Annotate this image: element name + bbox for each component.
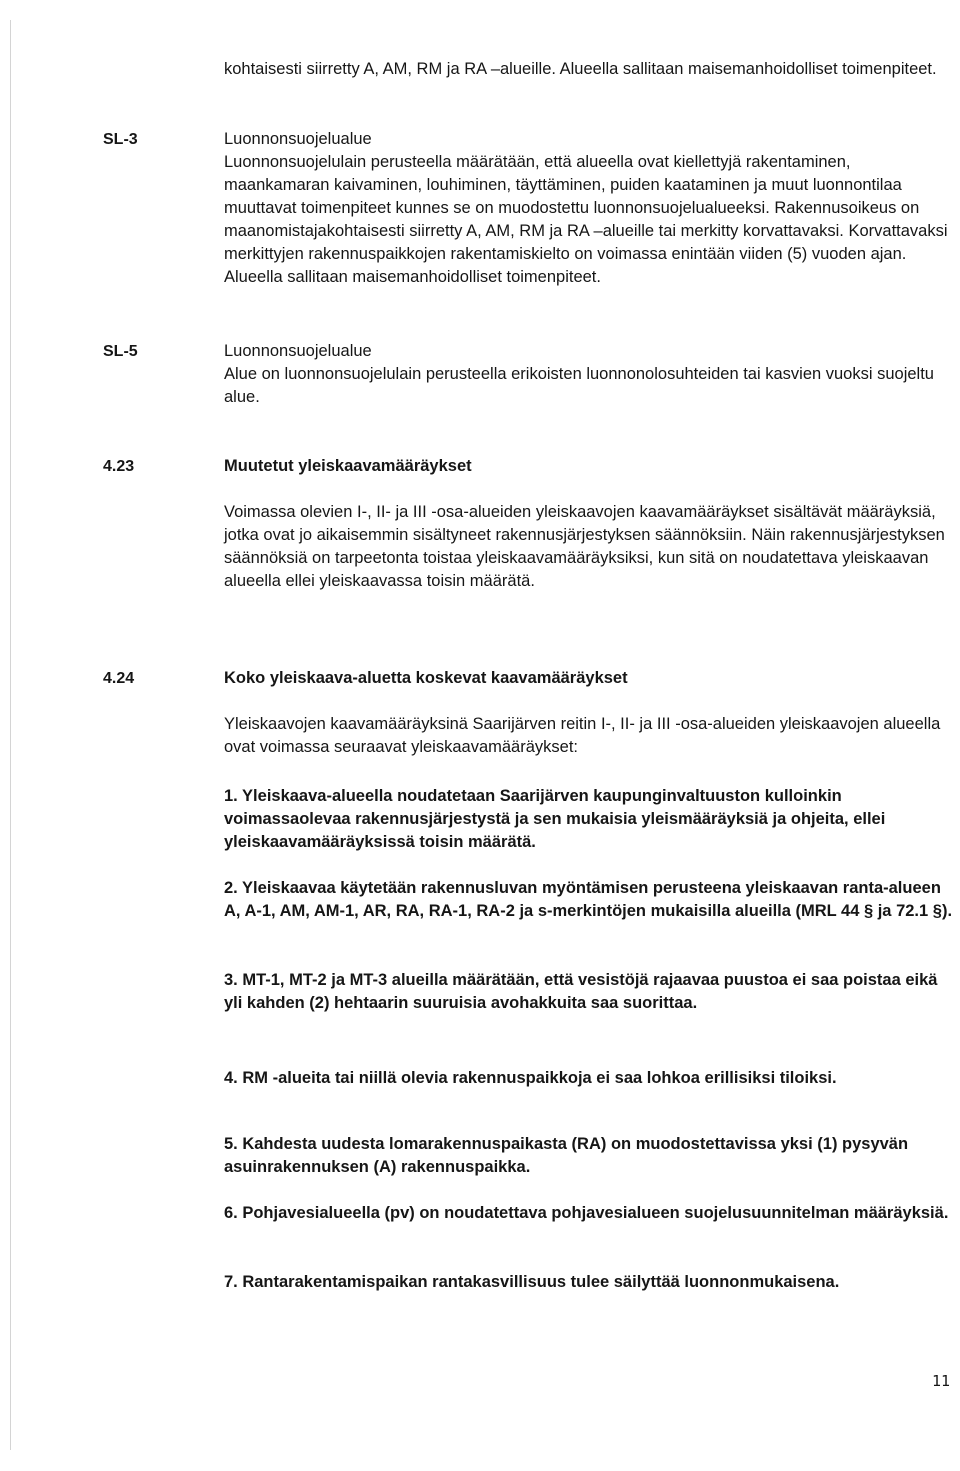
- sl5-title: Luonnonsuojelualue: [224, 342, 372, 360]
- s424-item-4: 4. RM -alueita tai niillä olevia rakennuspaikkoja ei saa lohkoa erillisiksi tiloiksi.: [224, 1069, 837, 1087]
- s424-item-1: 1. Yleiskaava-alueella noudatetaan Saarijärven kaupunginvaltuuston kulloinkin voimassaolevaa rakennusjärjestystä ja sen mukaisia yleismääräyksiä ja ohjeita, ellei yleiskaavamääräyksissä toisin määrätä.: [224, 787, 886, 851]
- s423-text: Voimassa olevien I-, II- ja III -osa-alueiden yleiskaavojen kaavamääräykset sisältävät määräyksiä, jotka ovat jo aikaisemmin sisältyneet rakennusjärjestyksen säännöksiin. Näin rakennusjärjestyksen säännöksiä on tarpeetonta toistaa yleiskaavamääräyksiksi, kun sitä on noudatettava yleiskaavan alueella ellei yleiskaavassa toisin määrätä.: [224, 503, 945, 590]
- s424-item-5: 5. Kahdesta uudesta lomarakennuspaikasta (RA) on muodostettavissa yksi (1) pysyvän asuinrakennuksen (A) rakennuspaikka.: [224, 1135, 909, 1176]
- sl3-title: Luonnonsuojelualue: [224, 130, 372, 148]
- sl3-text: Luonnonsuojelulain perusteella määrätään, että alueella ovat kiellettyjä rakentaminen, maankamaran kaivaminen, louhiminen, täyttäminen, puiden kaataminen ja muut luonnontilaa muuttavat toimenpiteet kunnes se on muodostettu luonnonsuojelualueeksi. Rakennusoikeus on maanomistajakohtaisesti siirretty A, AM, RM ja RA –alueille tai merkitty korvattavaksi. Korvattavaksi merkittyjen rakennuspaikkojen rakentamiskielto on voimassa enintään viiden (5) vuoden ajan. Alueella sallitaan maisemanhoidolliset toimenpiteet.: [224, 153, 948, 286]
- s424-heading: Koko yleiskaava-aluetta koskevat kaavamääräykset: [224, 669, 628, 687]
- sl3-label: SL-3: [103, 131, 138, 148]
- s424-item-3: 3. MT-1, MT-2 ja MT-3 alueilla määrätään, että vesistöjä rajaavaa puustoa ei saa poistaa eikä yli kahden (2) hehtaarin suuruisia avohakkuita saa suorittaa.: [224, 971, 938, 1012]
- intro-text: kohtaisesti siirretty A, AM, RM ja RA –alueille. Alueella sallitaan maisemanhoidolliset toimenpiteet.: [224, 60, 937, 78]
- s424-number: 4.24: [103, 670, 135, 687]
- scan-margin-line: [10, 20, 11, 1450]
- s424-item-6: 6. Pohjavesialueella (pv) on noudatettava pohjavesialueen suojelusuunnitelman määräyksiä.: [224, 1204, 949, 1222]
- sl5-text: Alue on luonnonsuojelulain perusteella erikoisten luonnonolosuhteiden tai kasvien vuoksi suojeltu alue.: [224, 365, 934, 406]
- s424-item-2: 2. Yleiskaavaa käytetään rakennusluvan myöntämisen perusteena yleiskaavan ranta-alueen A, A-1, AM, AM-1, AR, RA, RA-1, RA-2 ja s-merkintöjen mukaisilla alueilla (MRL 44 § ja 72.1 §).: [224, 879, 953, 920]
- s424-intro: Yleiskaavojen kaavamääräyksinä Saarijärven reitin I-, II- ja III -osa-alueiden yleiskaavojen alueella ovat voimassa seuraavat yleiskaavamääräykset:: [224, 715, 941, 756]
- s423-number: 4.23: [103, 458, 135, 475]
- page-number: 11: [931, 1372, 950, 1390]
- sl5-label: SL-5: [103, 343, 138, 360]
- s424-item-7: 7. Rantarakentamispaikan rantakasvillisuus tulee säilyttää luonnonmukaisena.: [224, 1273, 840, 1291]
- s423-heading: Muutetut yleiskaavamääräykset: [224, 457, 472, 475]
